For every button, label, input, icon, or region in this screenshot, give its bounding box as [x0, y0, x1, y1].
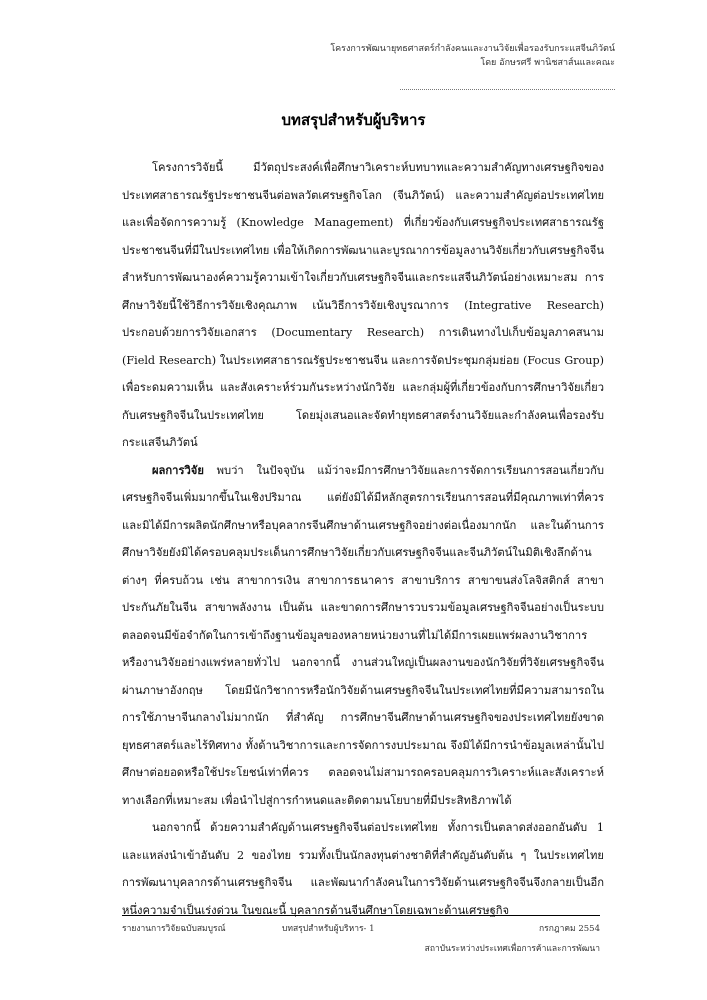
- footer-page-label: บทสรุปสำหรับผู้บริหาร- 1: [282, 924, 375, 934]
- paragraph-objectives: โครงการวิจัยนี้ มีวัตถุประสงค์เพื่อศึกษาวิเคราะห์บทบาทและความสำคัญทางเศรษฐกิจของประเทศสาธารณรัฐประชาชนจีนต่อพลวัตเศรษฐกิจโลก (จีนภิวัตน์) และความสำคัญต่อประเทศไทย และเพื่อจัดการความรู้ (Knowledge Management) ที่เกี่ยวข้องกับเศรษฐกิจประเทศสาธารณรัฐประชาชนจีนที่มีในประเทศไทย เพื่อให้เกิดการพัฒนาและบูรณาการข้อมูลงานวิจัยเกี่ยวกับเศรษฐกิจจีนสำหรับการพัฒนาองค์ความรู้ความเข้าใจเกี่ยวกับเศรษฐกิจจีนและกระแสจีนภิวัตน์อย่างเหมาะสม การศึกษาวิจัยนี้ใช้วิธีการวิจัยเชิงคุณภาพ เน้นวิธีการวิจัยเชิงบูรณาการ (Integrative Research) ประกอบด้วยการวิจัยเอกสาร (Documentary Research) การเดินทางไปเก็บข้อมูลภาคสนาม (Field Research) ในประเทศสาธารณรัฐประชาชนจีน และการจัดประชุมกลุ่มย่อย (Focus Group) เพื่อระดมความเห็น และสังเคราะห์ร่วมกันระหว่างนักวิจัย และกลุ่มผู้ที่เกี่ยวข้องกับการศึกษาวิจัยเกี่ยวกับเศรษฐกิจจีนในประเทศไทย โดยมุ่งเสนอและจัดทำยุทธศาสตร์งานวิจัยและกำลังคนเพื่อรองรับกระแสจีนภิวัตน์: [122, 161, 604, 449]
- footer-date: กรกฎาคม 2554: [539, 924, 600, 934]
- running-header: [330, 42, 615, 70]
- header-project-title: โครงการพัฒนายุทธศาสตร์กำลังคนและงานวิจัยเพื่อรองรับกระแสจีนภิวัตน์: [330, 44, 615, 54]
- footer-report-type: รายงานการวิจัยฉบับสมบูรณ์: [122, 924, 226, 934]
- page-title: บทสรุปสำหรับผู้บริหาร: [281, 111, 426, 129]
- footer-divider: [122, 915, 600, 916]
- paragraph-findings: [122, 457, 604, 815]
- findings-lead: ผลการวิจัย: [152, 462, 204, 477]
- footer-institution: สถาบันระหว่างประเทศเพื่อการค้าและการพัฒนา: [424, 944, 600, 954]
- body-text: [122, 154, 604, 924]
- paragraph-importance: นอกจากนี้ ด้วยความสำคัญด้านเศรษฐกิจจีนต่อประเทศไทย ทั้งการเป็นตลาดส่งออกอันดับ 1 และแหล่งนำเข้าอันดับ 2 ของไทย รวมทั้งเป็นนักลงทุนต่างชาติที่สำคัญอันดับต้น ๆ ในประเทศไทย การพัฒนาบุคลากรด้านเศรษฐกิจจีน และพัฒนากำลังคนในการวิจัยด้านเศรษฐกิจจีนจึงกลายเป็นอีกหนึ่งความจำเป็นเร่งด่วน ในขณะนี้ บุคลากรด้านจีนศึกษาโดยเฉพาะด้านเศรษฐกิจ: [122, 821, 604, 917]
- header-divider: [400, 89, 615, 90]
- header-authors: โดย อักษรศรี พานิชสาส์นและคณะ: [480, 58, 615, 68]
- findings-text: พบว่า ในปัจจุบัน แม้ว่าจะมีการศึกษาวิจัยและการจัดการเรียนการสอนเกี่ยวกับเศรษฐกิจจีนเพิ่มมากขึ้นในเชิงปริมาณ แต่ยังมิได้มีหลักสูตรการเรียนการสอนที่มีคุณภาพเท่าที่ควร และมิได้มีการผลิตนักศึกษาหรือบุคลากรจีนศึกษาด้านเศรษฐกิจอย่างต่อเนื่องมากนัก และในด้านการศึกษาวิจัยยังมิได้ครอบคลุมประเด็นการศึกษาวิจัยเกี่ยวกับเศรษฐกิจจีนและจีนภิวัตน์ในมิติเชิงลึกด้านต่างๆ ที่ครบถ้วน เช่น สาขาการเงิน สาขาการธนาคาร สาขาบริการ สาขาขนส่งโลจิสติกส์ สาขาประกันภัยในจีน สาขาพลังงาน เป็นต้น และขาดการศึกษารวบรวมข้อมูลเศรษฐกิจจีนอย่างเป็นระบบ ตลอดจนมีข้อจำกัดในการเข้าถึงฐานข้อมูลของหลายหน่วยงานที่ไม่ได้มีการเผยแพร่ผลงานวิชาการหรืองานวิจัยอย่างแพร่หลายทั่วไป นอกจากนี้ งานส่วนใหญ่เป็นผลงานของนักวิจัยที่วิจัยเศรษฐกิจจีนผ่านภาษาอังกฤษ โดยมีนักวิชาการหรือนักวิจัยด้านเศรษฐกิจจีนในประเทศไทยที่มีความสามารถในการใช้ภาษาจีนกลางไม่มากนัก ที่สำคัญ การศึกษาจีนศึกษาด้านเศรษฐกิจของประเทศไทยยังขาดยุทธศาสตร์และไร้ทิศทาง ทั้งด้านวิชาการและการจัดการงบประมาณ จึงมิได้มีการนำข้อมูลเหล่านั้นไปศึกษาต่อยอดหรือใช้ประโยชน์เท่าที่ควร ตลอดจนไม่สามารถครอบคลุมการวิเคราะห์และสังเคราะห์ทางเลือกที่เหมาะสม เพื่อนำไปสู่การกำหนดและติดตามนโยบายที่มีประสิทธิภาพได้: [122, 463, 604, 807]
